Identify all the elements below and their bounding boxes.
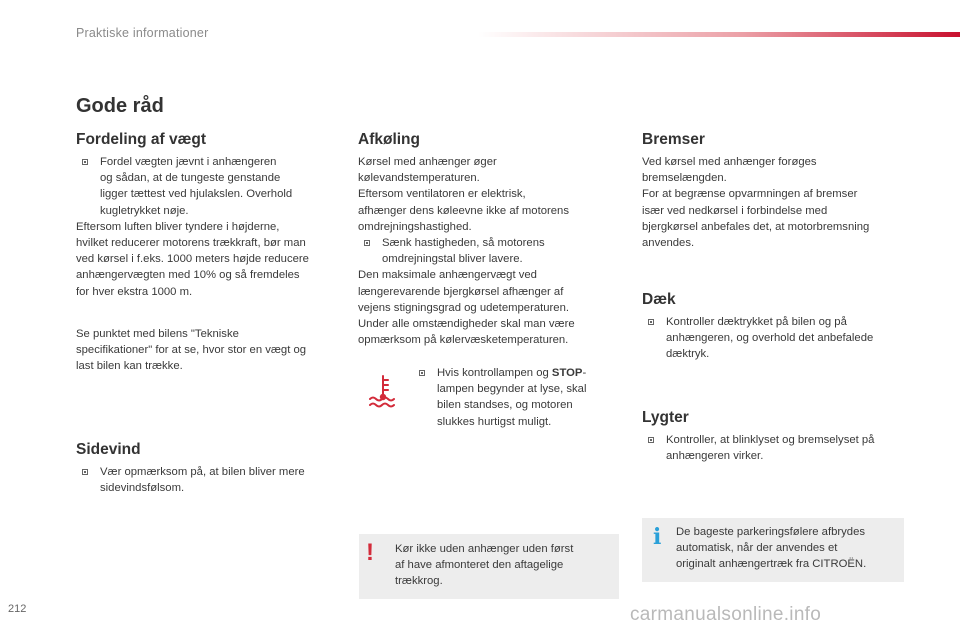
cooling-text-line: Kørsel med anhænger øger: [358, 156, 497, 168]
caution-line: Kør ikke uden anhænger uden først: [395, 543, 574, 555]
cooling-section: [358, 154, 628, 348]
brakes-section: [642, 154, 912, 251]
exclamation-icon: !: [366, 539, 374, 566]
cooling-text-line: længerevarende bjergkørsel afhænger af: [358, 285, 564, 298]
lights-section: [642, 432, 912, 464]
warning-text-pre: Hvis kontrollampen og: [437, 367, 552, 379]
bullet-marker-icon: [648, 319, 654, 325]
weight-bullet-line: kugletrykket nøje.: [100, 204, 189, 217]
caution-line: af have afmonteret den aftagelige: [395, 559, 564, 572]
tyres-bullet-line: dæktryk.: [666, 348, 710, 361]
tyres-bullet-line: anhængeren, og overhold det anbefalede: [666, 332, 874, 345]
crosswind-section-title: Sidevind: [76, 441, 141, 458]
weight-note-line: Se punktet med bilens "Tekniske: [76, 328, 239, 340]
crosswind-bullet-line: sidevindsfølsom.: [100, 482, 185, 495]
crosswind-bullet-line: Vær opmærksom på, at bilen bliver mere: [100, 466, 305, 478]
crosswind-section: [76, 464, 346, 496]
cooling-text-line: opmærksom på kølervæsketemperaturen.: [358, 334, 569, 347]
page-number: 212: [8, 603, 27, 615]
info-line: automatisk, når der anvendes et: [676, 542, 838, 555]
bullet-marker-icon: [419, 370, 425, 376]
tyres-section-title: Dæk: [642, 291, 676, 308]
weight-bullet-line: ligger tættest ved hjulakslen. Overhold: [100, 188, 293, 201]
tyres-bullet: [642, 314, 912, 363]
tyres-bullet-line: Kontroller dæktrykket på bilen og på: [666, 316, 847, 328]
cooling-text-line: Den maksimale anhængervægt ved: [358, 269, 537, 282]
cooling-section-title: Afkøling: [358, 131, 420, 148]
lights-bullet-line: anhængeren virker.: [666, 450, 764, 463]
weight-note-line: last bilen kan trække.: [76, 360, 183, 373]
crosswind-bullet: [76, 464, 346, 496]
header-section-title: Praktiske informationer: [76, 26, 209, 40]
cooling-warning-line: slukkes hurtigst muligt.: [437, 415, 552, 428]
cooling-text-line: Under alle omstændigheder skal man være: [358, 318, 575, 331]
cooling-warning-line-1: [437, 365, 623, 381]
brakes-text-line: bremselængden.: [642, 172, 727, 185]
cooling-warning-bullet: [413, 365, 623, 430]
weight-text-line: anhængervægten med 10% og så fremdeles: [76, 269, 300, 282]
brakes-text-line: især ved nedkørsel i forbindelse med: [642, 204, 828, 217]
cooling-text-line: kølevandstemperaturen.: [358, 172, 480, 185]
bullet-marker-icon: [648, 437, 654, 443]
stop-label: STOP: [551, 367, 583, 379]
page-heading: Gode råd: [76, 95, 164, 117]
weight-note-line: specifikationer" for at se, hvor stor en vægt og: [76, 344, 307, 357]
cooling-bullet-line: omdrejningstal bliver lavere.: [382, 253, 523, 266]
caution-box: [359, 534, 619, 599]
weight-note: [76, 326, 346, 375]
weight-text-line: for hver ekstra 1000 m.: [76, 285, 193, 298]
bullet-marker-icon: [82, 159, 88, 165]
weight-text-line: Eftersom luften bliver tyndere i højderne,: [76, 220, 280, 233]
coolant-temperature-warning-icon: [367, 374, 399, 408]
cooling-text-line: Eftersom ventilatoren er elektrisk,: [358, 188, 526, 201]
watermark: carmanualsonline.info: [630, 604, 822, 625]
brakes-text-line: bjergkørsel anbefales det, at motorbremsning: [642, 220, 870, 233]
weight-section-title: Fordeling af vægt: [76, 131, 207, 148]
weight-bullet: [76, 154, 346, 219]
brakes-text-line: For at begrænse opvarmningen af bremser: [642, 188, 858, 201]
info-box: [642, 518, 904, 582]
weight-text-line: hvilket reducerer motorens trækkraft, bør man: [76, 237, 306, 250]
lights-section-title: Lygter: [642, 409, 689, 426]
cooling-warning: [413, 365, 623, 430]
brakes-text-line: anvendes.: [642, 237, 695, 250]
weight-section: [76, 154, 346, 300]
info-box-text: [676, 524, 901, 573]
header-accent-bar: [478, 32, 960, 37]
warning-text-post: -: [582, 367, 587, 379]
weight-text-line: ved kørsel i f.eks. 1000 meters højde reducere: [76, 253, 309, 266]
caution-line: trækkrog.: [395, 575, 443, 588]
cooling-bullet: [358, 235, 628, 267]
lights-bullet: [642, 432, 912, 464]
bullet-marker-icon: [82, 469, 88, 475]
brakes-section-title: Bremser: [642, 131, 705, 148]
cooling-warning-line: bilen standses, og motoren: [437, 399, 573, 412]
lights-bullet-line: Kontroller, at blinklyset og bremselyset på: [666, 434, 875, 446]
caution-box-text: [395, 541, 615, 590]
cooling-text-line: afhænger dens køleevne ikke af motorens: [358, 204, 569, 217]
cooling-warning-line: lampen begynder at lyse, skal: [437, 383, 587, 396]
bullet-marker-icon: [364, 240, 370, 246]
info-line: De bageste parkeringsfølere afbrydes: [676, 526, 866, 538]
weight-bullet-line: Fordel vægten jævnt i anhængeren: [100, 156, 277, 168]
info-line: originalt anhængertræk fra CITROËN.: [676, 558, 867, 571]
info-icon: i: [653, 524, 662, 550]
weight-bullet-line: og sådan, at de tungeste genstande: [100, 172, 281, 185]
cooling-text-line: omdrejningshastighed.: [358, 220, 472, 233]
cooling-bullet-line: Sænk hastigheden, så motorens: [382, 237, 545, 250]
cooling-text-line: vejens stigningsgrad og udetemperaturen.: [358, 301, 570, 314]
tyres-section: [642, 314, 912, 363]
brakes-text-line: Ved kørsel med anhænger forøges: [642, 156, 817, 168]
